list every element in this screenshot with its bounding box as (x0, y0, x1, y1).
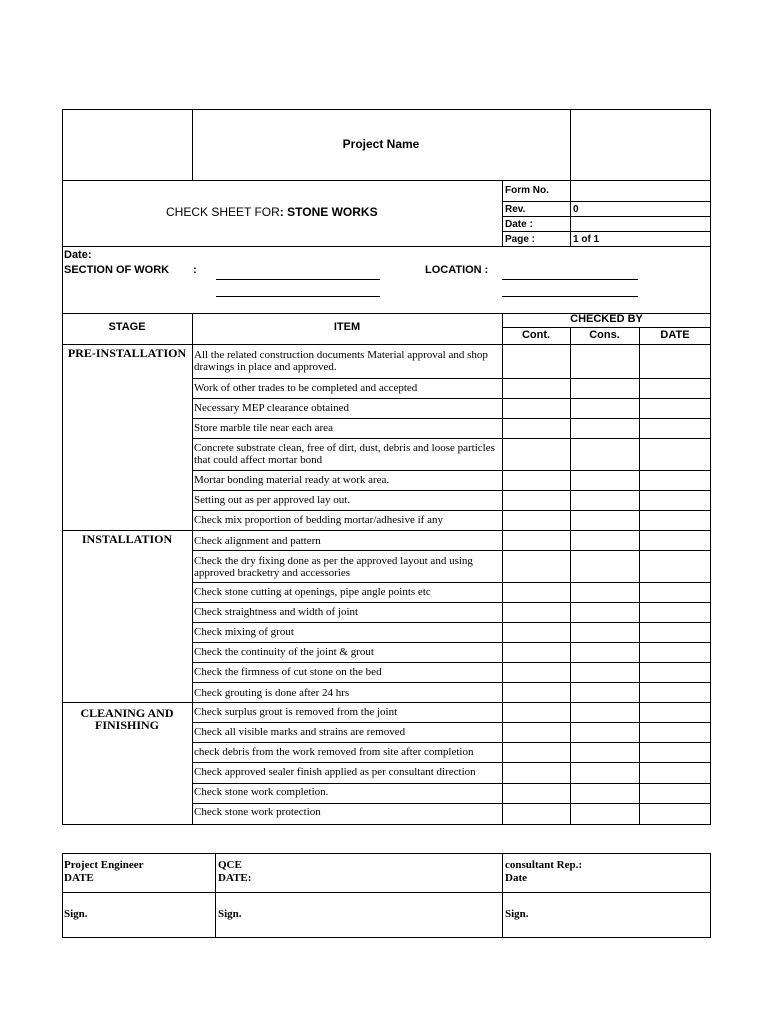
page-label: Page : (505, 234, 536, 245)
checklist-item: Concrete substrate clean, free of dirt, dust, debris and loose particles that could affect mortar bond (194, 442, 495, 466)
checklist-item: Check surplus grout is removed from the joint (194, 706, 398, 718)
header-divider-right (570, 109, 571, 180)
checklist-item: Check alignment and pattern (194, 535, 321, 547)
checklist-item: Check stone work protection (194, 806, 321, 818)
location-label: LOCATION : (425, 264, 489, 276)
stage-pre-installation: PRE-INSTALLATION (67, 346, 187, 360)
item-check-divider (502, 313, 503, 824)
signature-border-top (62, 853, 711, 854)
info-top-rule (62, 246, 711, 247)
section-of-work-label: SECTION OF WORK (64, 264, 170, 276)
cons-date-divider (639, 327, 640, 824)
section-of-work-line-2[interactable] (216, 296, 380, 297)
project-engineer-sign[interactable]: Sign. (64, 908, 88, 920)
table-header-rule (62, 344, 711, 345)
row-rule (192, 762, 711, 763)
stage-installation: INSTALLATION (81, 532, 173, 546)
project-engineer-label: Project Engineer (64, 859, 144, 871)
checklist-item: All the related construction documents Material approval and shop drawings in place and approved. (194, 349, 488, 373)
qce-label: QCE (218, 859, 242, 871)
checklist-item: Check stone work completion. (194, 786, 500, 800)
row-rule (192, 490, 711, 491)
checklist-item: Store marble tile near each area (194, 422, 333, 434)
section-colon: : (193, 264, 197, 276)
check-sheet-subject: : STONE WORKS (279, 205, 378, 219)
checklist-item: Check approved sealer finish applied as per consultant direction (194, 766, 476, 778)
signature-border-bottom (62, 937, 711, 938)
check-sheet-prefix: CHECK SHEET FOR (166, 205, 280, 219)
cont-cons-divider (570, 327, 571, 824)
consultant-date-label: Date (505, 872, 527, 884)
forminfo-divider-right (570, 180, 571, 247)
date-label: Date : (505, 219, 533, 230)
row-rule (192, 722, 711, 723)
stage-rule (62, 530, 711, 531)
stage-item-divider (192, 313, 193, 824)
forminfo-rule-1 (502, 201, 711, 202)
checklist-item: Check all visible marks and strains are removed (194, 726, 406, 738)
row-rule (192, 378, 711, 379)
check-sheet-title (166, 206, 378, 218)
row-rule (192, 418, 711, 419)
checklist-item: Necessary MEP clearance obtained (194, 402, 350, 414)
checklist-item: Check mix proportion of bedding mortar/adhesive if any (194, 514, 443, 526)
header-rule (62, 180, 711, 181)
row-rule (192, 582, 711, 583)
form-border-top (62, 109, 711, 110)
consultant-rep-label: consultant Rep.: (505, 859, 583, 871)
forminfo-rule-3 (502, 231, 711, 232)
qce-sign[interactable]: Sign. (218, 908, 242, 920)
rev-value[interactable]: 0 (573, 204, 579, 215)
row-rule (192, 682, 711, 683)
checklist-item: Check grouting is done after 24 hrs (194, 687, 350, 699)
checklist-item: check debris from the work removed from site after completion (194, 746, 474, 758)
row-rule (192, 550, 711, 551)
col-cons-header: Cons. (589, 329, 620, 341)
form-no-label: Form No. (505, 185, 549, 196)
row-rule (192, 662, 711, 663)
checked-by-rule (502, 327, 711, 328)
checklist-item: Check the dry fixing done as per the approved layout and using approved bracketry and accessories (194, 555, 473, 579)
checklist-item: Check mixing of grout (194, 626, 294, 638)
consultant-sign[interactable]: Sign. (505, 908, 529, 920)
forminfo-rule-2 (502, 216, 711, 217)
row-rule (192, 602, 711, 603)
checklist-item: Setting out as per approved lay out. (194, 494, 351, 506)
location-line-2[interactable] (502, 296, 638, 297)
col-date-header: DATE (660, 329, 690, 341)
checklist-item: Check straightness and width of joint (194, 606, 359, 618)
col-stage-header: STAGE (108, 321, 146, 333)
stage-rule (62, 702, 711, 703)
checklist-item: Check stone cutting at openings, pipe angle points etc (194, 586, 431, 598)
signature-border-left (62, 853, 63, 938)
info-date-label: Date: (64, 249, 92, 261)
form-border-bottom (62, 824, 711, 825)
forminfo-divider-left (502, 180, 503, 247)
checklist-item: Check the continuity of the joint & grout (194, 646, 374, 658)
row-rule (192, 510, 711, 511)
row-rule (192, 438, 711, 439)
signature-middle-rule (62, 892, 711, 893)
row-rule (192, 398, 711, 399)
rev-label: Rev. (505, 204, 526, 215)
checklist-item: Mortar bonding material ready at work area. (194, 474, 390, 486)
col-checked-by-header: CHECKED BY (570, 313, 643, 325)
row-rule (192, 803, 711, 804)
qce-date-label: DATE: (218, 872, 252, 884)
col-item-header: ITEM (333, 321, 361, 333)
checklist-item: Work of other trades to be completed and accepted (194, 382, 418, 394)
row-rule (192, 622, 711, 623)
location-line-1[interactable] (502, 279, 638, 280)
row-rule (192, 470, 711, 471)
page-value: 1 of 1 (573, 234, 600, 245)
checklist-item: Check the firmness of cut stone on the bed (194, 666, 382, 678)
stage-cleaning-finishing: CLEANING AND FINISHING (80, 706, 174, 732)
project-name: Project Name (342, 137, 420, 151)
project-engineer-date-label: DATE (64, 872, 94, 884)
row-rule (192, 642, 711, 643)
row-rule (192, 783, 711, 784)
section-of-work-line-1[interactable] (216, 279, 380, 280)
row-rule (192, 742, 711, 743)
signature-divider-1 (215, 853, 216, 938)
signature-divider-2 (502, 853, 503, 938)
signature-border-right (710, 853, 711, 938)
col-cont-header: Cont. (521, 329, 551, 341)
